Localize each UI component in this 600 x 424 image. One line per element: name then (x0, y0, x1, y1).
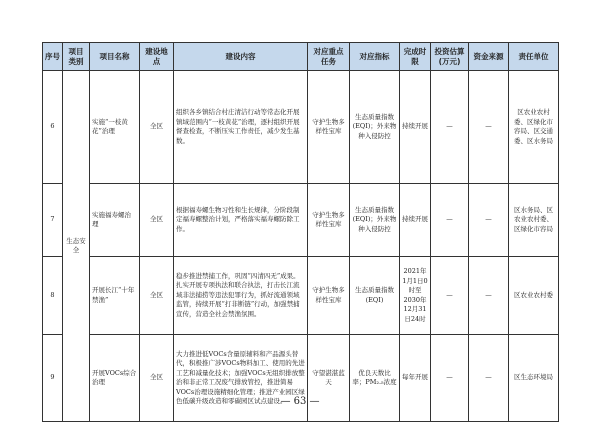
row-funding: — (469, 335, 509, 422)
header-row (43, 43, 559, 71)
header-name: 项目名称 (90, 43, 140, 71)
row-responsible: 区农业农村委 (509, 257, 559, 335)
row-task: 守护生物多样性宝库 (308, 184, 350, 257)
row-no: 9 (43, 335, 63, 422)
row-responsible: 区农业农村委、区绿化市容局、区交通委、区水务局 (509, 71, 559, 184)
row-name: 实施“一枝黄花”治理 (90, 71, 140, 184)
header-location: 建设地点 (140, 43, 174, 71)
row-responsible: 区生态环境局 (509, 335, 559, 422)
project-table (42, 42, 559, 422)
row-funding: — (469, 257, 509, 335)
row-deadline: 持续开展 (400, 71, 431, 184)
row-content: 根据福寿螺生物习性和生长规律，分阶段制定福寿螺整治计划，严格落实福寿螺防除工作。 (174, 184, 308, 257)
row-deadline: 2021年1月1日0时至2030年12月31日24时 (400, 257, 431, 335)
row-indicator: 优良天数比率；PM₂.₅浓度 (350, 335, 400, 422)
header-content: 建设内容 (174, 43, 308, 71)
row-no: 7 (43, 184, 63, 257)
header-responsible: 责任单位 (509, 43, 559, 71)
row-location: 全区 (140, 184, 174, 257)
row-investment: — (431, 257, 469, 335)
table-row (43, 184, 559, 257)
row-deadline: 每年开展 (400, 335, 431, 422)
row-name: 开展长江“十年禁渔” (90, 257, 140, 335)
header-deadline: 完成时限 (400, 43, 431, 71)
row-funding: — (469, 71, 509, 184)
row-content: 稳步推进禁捕工作，巩固“四清四无”成果。扎实开展专项执法和联合执法，打击长江流域非法捕捞等违法犯罪行为，抓好流通领域监管，持续开展“打非断链”行动，加强禁捕宣传，营造全社会禁渔氛围。 (174, 257, 308, 335)
row-location: 全区 (140, 335, 174, 422)
row-investment: — (431, 184, 469, 257)
row-task: 守护生物多样性宝库 (308, 257, 350, 335)
table-row (43, 257, 559, 335)
header-no: 序号 (43, 43, 63, 71)
row-deadline: 持续开展 (400, 184, 431, 257)
row-indicator: 生态质量指数(EQI) (350, 257, 400, 335)
row-responsible: 区水务局、区农业农村委、区绿化市容局 (509, 184, 559, 257)
table-row (43, 335, 559, 422)
row-task: 守护生物多样性宝库 (308, 71, 350, 184)
header-indicator: 对应指标 (350, 43, 400, 71)
header-task: 对应重点任务 (308, 43, 350, 71)
row-funding: — (469, 184, 509, 257)
row-location: 全区 (140, 71, 174, 184)
row-content: 大力推进低VOCs含量原辅料和产品源头替代，积极推广涉VOCs物料加工、使用的先进工艺和减量化技术；加强VOCs无组织排放整治和非正常工况废气排放管控，推进简易VOCs治理设施精细化管理；推进产业园区绿色低碳升级改造和零碳园区试点建设。 (174, 335, 308, 422)
row-investment: — (431, 335, 469, 422)
header-category: 项目类别 (63, 43, 90, 71)
header-investment: 投资估算(万元) (431, 43, 469, 71)
header-funding: 资金来源 (469, 43, 509, 71)
row-task: 守望湛湛蓝天 (308, 335, 350, 422)
row-content: 组织各乡镇结合村庄清洁行动等常态化开展镇域范围内“一枝黄花”治理，逐村组织开展督查检查，不断压实工作责任，减少发生基数。 (174, 71, 308, 184)
row-indicator: 生态质量指数(EQI)；外来物种入侵防控 (350, 184, 400, 257)
table-row (43, 71, 559, 184)
row-name: 开展VOCs综合治理 (90, 335, 140, 422)
row-no: 6 (43, 71, 63, 184)
row-investment: — (431, 71, 469, 184)
row-indicator: 生态质量指数(EQI)；外来物种入侵防控 (350, 71, 400, 184)
category-cell: 生态安全 (63, 71, 90, 422)
row-location: 全区 (140, 257, 174, 335)
page-number: — 63 — (280, 396, 320, 407)
row-no: 8 (43, 257, 63, 335)
row-name: 实施福寿螺治理 (90, 184, 140, 257)
